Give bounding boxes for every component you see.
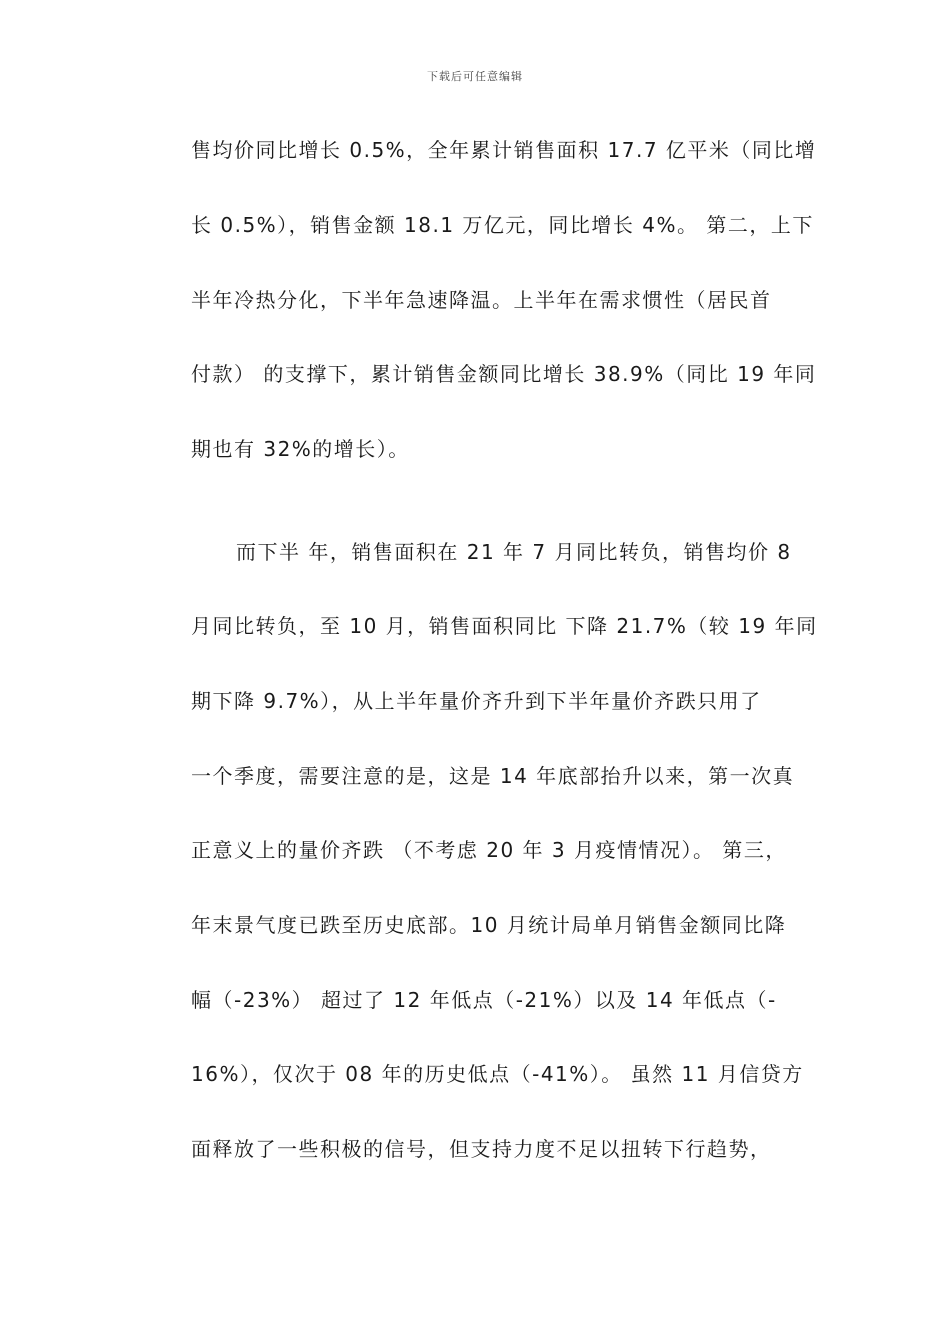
text-line: 期也有 32%的增长）。 bbox=[191, 437, 410, 461]
text-line: 半年冷热分化，下半年急速降温。上半年在需求惯性（居民首 bbox=[191, 288, 772, 312]
text-line: 长 0.5%），销售金额 18.1 万亿元，同比增长 4%。 第二，上下 bbox=[191, 213, 814, 237]
paragraph-first-line: 而下半 年，销售面积在 21 年 7 月同比转负，销售均价 8 bbox=[236, 540, 792, 564]
text-line: 正意义上的量价齐跌 （不考虑 20 年 3 月疫情情况）。 第三， bbox=[191, 838, 787, 862]
text-line: 面释放了一些积极的信号，但支持力度不足以扭转下行趋势， bbox=[191, 1137, 772, 1161]
text-line: 月同比转负，至 10 月，销售面积同比 下降 21.7%（较 19 年同 bbox=[191, 614, 818, 638]
text-line: 付款） 的支撑下，累计销售金额同比增长 38.9%（同比 19 年同 bbox=[191, 362, 817, 386]
text-line: 售均价同比增长 0.5%，全年累计销售面积 17.7 亿平米（同比增 bbox=[191, 138, 817, 162]
text-line: 一个季度，需要注意的是，这是 14 年底部抬升以来，第一次真 bbox=[191, 764, 795, 788]
text-line: 16%），仅次于 08 年的历史低点（-41%）。 虽然 11 月信贷方 bbox=[191, 1062, 804, 1086]
text-line: 年末景气度已跌至历史底部。10 月统计局单月销售金额同比降 bbox=[191, 913, 787, 937]
text-line: 期下降 9.7%），从上半年量价齐升到下半年量价齐跌只用了 bbox=[191, 689, 762, 713]
page-header: 下载后可任意编辑 bbox=[427, 70, 523, 83]
text-line: 幅（-23%） 超过了 12 年低点（-21%）以及 14 年低点（- bbox=[191, 988, 777, 1012]
